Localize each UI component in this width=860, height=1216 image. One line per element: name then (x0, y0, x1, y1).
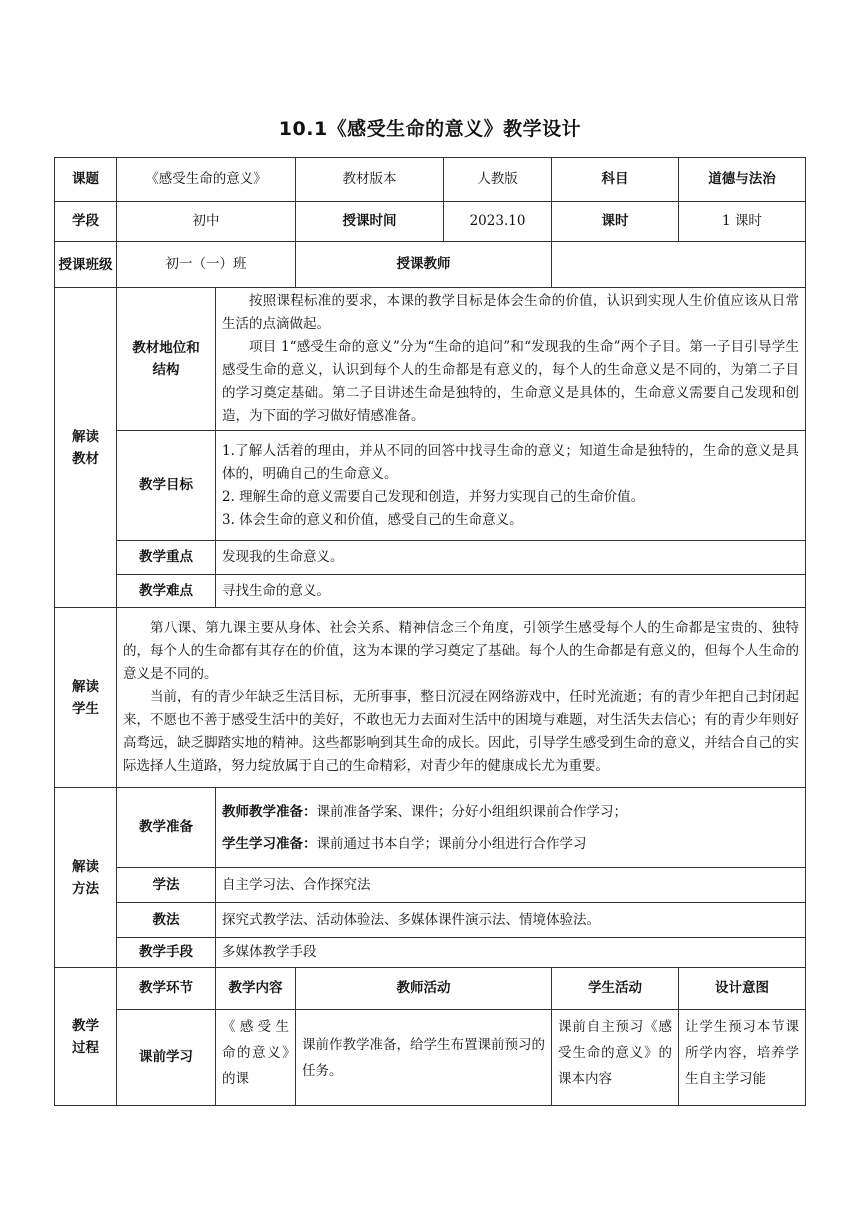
position-label: 教材地位和结构 (117, 288, 216, 431)
students-paragraph-2: 当前，有的青少年缺乏生活目标，无所事事，整日沉浸在网络游戏中，任时光流逝；有的青少年把自己封闭起来，不愿也不善于感受生活中的美好，不敢也无力去面对生活中的困境与难题，对生活失去信心；有的青少年则好高骛远，缺乏脚踏实地的精神。这些都影响到其生命的成长。因此，引导学生感受到生命的意义，并结合自己的实际选择人生道路，努力绽放属于自己的生命精彩，对青少年的健康成长尤为重要。 (123, 689, 799, 774)
process-stage-cell: 课前学习 (117, 1010, 216, 1106)
time-label: 授课时间 (296, 202, 444, 242)
teacher-prep-value: 课前准备学案、课件；分好小组组织课前合作学习； (316, 803, 627, 820)
students-section-label: 解读学生 (55, 608, 117, 788)
textbook-position-row (55, 288, 806, 431)
process-intent-cell: 让学生预习本节课所学内容，培养学生自主学习能 (679, 1010, 806, 1106)
position-paragraph-1: 按照课程标准的要求，本课的教学目标是体会生命的价值，认识到实现人生价值应该从日常生活的点滴做起。 (222, 293, 799, 332)
edition-value: 人教版 (444, 158, 552, 202)
methods-study-row (55, 868, 806, 903)
textbook-difficulty-row (55, 575, 806, 608)
teach-label: 教法 (117, 903, 216, 938)
prep-label: 教学准备 (117, 788, 216, 868)
process-teacher-cell: 课前作教学准备，给学生布置课前预习的任务。 (296, 1010, 552, 1106)
process-section-label: 教学过程 (55, 968, 117, 1106)
class-value: 初一（一）班 (117, 242, 296, 288)
process-header-content: 教学内容 (216, 968, 296, 1010)
study-value: 自主学习法、合作探究法 (216, 868, 806, 903)
topic-value: 《感受生命的意义》 (117, 158, 296, 202)
process-row-pre-study (55, 1010, 806, 1106)
methods-teach-row (55, 903, 806, 938)
stage-label: 学段 (55, 202, 117, 242)
position-text (216, 288, 806, 431)
subject-label: 科目 (552, 158, 679, 202)
process-header-row (55, 968, 806, 1010)
time-value: 2023.10 (444, 202, 552, 242)
edition-label: 教材版本 (296, 158, 444, 202)
goal-item-1: 1.了解人活着的理由，并从不同的回答中找寻生命的意义；知道生命是独特的，生命的意义是具体的，明确自己的生命意义。 (222, 442, 799, 482)
textbook-goals-row (55, 431, 806, 541)
lesson-plan-table (54, 157, 806, 1106)
difficulty-label: 教学难点 (117, 575, 216, 608)
students-paragraph-1: 第八课、第九课主要从身体、社会关系、精神信念三个角度，引领学生感受每个人的生命都是宝贵的、独特的，每个人的生命都有其存在的价值，这为本课的学习奠定了基础。每个人的生命都是有意义的，但每个人生命的意义是不同的。 (123, 620, 799, 682)
key-label: 教学重点 (117, 541, 216, 575)
difficulty-value: 寻找生命的意义。 (216, 575, 806, 608)
teacher-prep-line (222, 796, 799, 828)
means-label: 教学手段 (117, 938, 216, 968)
methods-means-row (55, 938, 806, 968)
teacher-prep-label: 教师教学准备： (222, 803, 317, 820)
process-header-student: 学生活动 (552, 968, 679, 1010)
topic-label: 课题 (55, 158, 117, 202)
student-prep-label: 学生学习准备： (222, 835, 317, 852)
students-text (117, 608, 806, 788)
methods-section-label: 解读方法 (55, 788, 117, 968)
info-row-3 (55, 242, 806, 288)
info-row-1 (55, 158, 806, 202)
page-title: 10.1《感受生命的意义》教学设计 (278, 118, 582, 140)
process-header-stage: 教学环节 (117, 968, 216, 1010)
goal-item-3: 3. 体会生命的意义和价值，感受自己的生命意义。 (222, 511, 523, 528)
process-content-cell: 《感受生命的意义》的课 (216, 1010, 296, 1106)
teacher-value (552, 242, 806, 288)
hours-label: 课时 (552, 202, 679, 242)
goals-text (216, 431, 806, 541)
hours-value: 1 课时 (679, 202, 806, 242)
prep-text (216, 788, 806, 868)
teacher-label: 授课教师 (296, 242, 552, 288)
process-student-cell: 课前自主预习《感受生命的意义》的课本内容 (552, 1010, 679, 1106)
textbook-section-label: 解读教材 (55, 288, 117, 608)
study-label: 学法 (117, 868, 216, 903)
student-prep-line (222, 828, 799, 860)
goal-item-2: 2. 理解生命的意义需要自己发现和创造，并努力实现自己的生命价值。 (222, 488, 645, 505)
students-row (55, 608, 806, 788)
class-label: 授课班级 (55, 242, 117, 288)
process-header-intent: 设计意图 (679, 968, 806, 1010)
subject-value: 道德与法治 (679, 158, 806, 202)
position-paragraph-2: 项目 1“感受生命的意义”分为“生命的追问”和“发现我的生命”两个子目。第一子目引导学生感受生命的意义，认识到每个人的生命都是有意义的，每个人的生命意义是不同的，为第二子目的学习奠定基础。第二子目讲述生命是独特的，生命意义是具体的，生命意义需要自己发现和创造，为下面的学习做好情感准备。 (222, 339, 799, 424)
methods-prep-row (55, 788, 806, 868)
student-prep-value: 课前通过书本自学；课前分小组进行合作学习 (316, 835, 587, 852)
key-value: 发现我的生命意义。 (216, 541, 806, 575)
means-value: 多媒体教学手段 (216, 938, 806, 968)
goals-label: 教学目标 (117, 431, 216, 541)
process-header-teacher: 教师活动 (296, 968, 552, 1010)
info-row-2 (55, 202, 806, 242)
teach-value: 探究式教学法、活动体验法、多媒体课件演示法、情境体验法。 (216, 903, 806, 938)
stage-value: 初中 (117, 202, 296, 242)
textbook-key-row (55, 541, 806, 575)
